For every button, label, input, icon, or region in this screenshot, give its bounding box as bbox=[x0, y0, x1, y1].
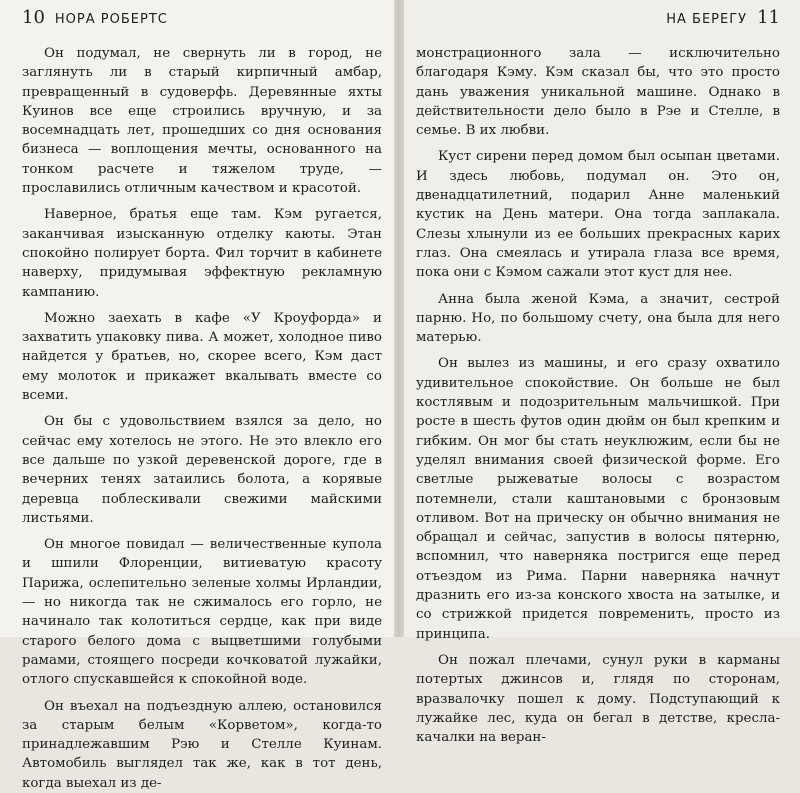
paragraph: Он многое повидал — величественные купола и шпили Флоренции, витиеватую красоту Парижа, ослепительно зеленые холмы Ирландии, — но никогда так не сжималось его горло, не начинало так колотиться сердце, как при виде старого белого дома с выцветшими голубыми рамами, стоящего посреди кочковатой лужайки, отлого спускавшейся к спокойной воде. bbox=[22, 537, 382, 688]
paragraph: Куст сирени перед домом был осыпан цветами. И здесь любовь, подумал он. Это он, двенадцатилетний, подарил Анне маленький кустик на День матери. Она тогда заплакала. Слезы хлынули из ее больших прекрасных карих глаз. Она смеялась и утирала глаза все время, пока они с Кэмом сажали этот куст для нее. bbox=[416, 149, 780, 281]
paragraph: Наверное, братья еще там. Кэм ругается, заканчивая изысканную отделку каюты. Этан спокойно полирует борта. Фил торчит в кабинете наверху, придумывая эффектную рекламную кампанию. bbox=[22, 207, 382, 300]
book-gutter bbox=[394, 0, 404, 637]
running-head-author: НОРА РОБЕРТС bbox=[54, 12, 168, 27]
paragraph-continuation: монстрационного зала — исключительно благодаря Кэму. Кэм сказал бы, что это просто дань уважения уникальной машине. Однако в действительности дело было в Рэе и Стелле, в семье. В их любви. bbox=[416, 46, 780, 139]
paragraph: Он вылез из машины, и его сразу охватило удивительное спокойствие. Он больше не был костлявым и подозрительным мальчишкой. При росте в шесть футов один дюйм он был крепким и гибким. Он мог бы стать неуклюжим, если бы не уделял внимания своей физической форме. Его светлые рыжеватые волосы с возрастом потемнели, стали каштановыми с бронзовым отливом. Вот на прическу он обычно внимания не обращал и сейчас, запустив в волосы пятерню, вспомнил, что наверняка постригся еще перед отъездом из Рима. Парни наверняка начнут дразнить его из-за конского хвоста на затылке, и со стрижкой придется повременить, просто из принципа. bbox=[416, 356, 780, 642]
left-page-text bbox=[22, 44, 382, 793]
paragraph: Анна была женой Кэма, а значит, сестрой парню. Но, по большому счету, она была для него матерью. bbox=[416, 291, 780, 346]
paragraph: Он въехал на подъездную аллею, остановился за старым белым «Корветом», когда-то принадлежавшим Рэю и Стелле Куинам. Автомобиль выглядел так же, как в тот день, когда выехал из де- bbox=[22, 698, 382, 791]
paragraph: Он пожал плечами, сунул руки в карманы потертых джинсов и, глядя по сторонам, вразвалочку пошел к дому. Подступающий к лужайке лес, куда он бегал в детстве, кресла-качалки на веран- bbox=[416, 652, 780, 746]
page-number: 10 bbox=[22, 7, 45, 28]
left-page bbox=[0, 0, 398, 791]
left-header bbox=[22, 8, 382, 30]
paragraph: Он бы с удовольствием взялся за дело, но сейчас ему хотелось не этого. Не это влекло его все дальше по узкой деревенской дороге, где в вечерних тенях затаились болота, а корявые деревца поблескивали свежими майскими листьями. bbox=[22, 414, 382, 526]
running-head-title: НА БЕРЕГУ bbox=[666, 12, 748, 27]
right-header bbox=[416, 8, 780, 30]
paragraph: Можно заехать в кафе «У Кроуфорда» и захватить упаковку пива. А может, холодное пиво найдется у братьев, но, скорее всего, Кэм даст ему молоток и прикажет вкалывать вместе со всеми. bbox=[22, 310, 382, 404]
page-number: 11 bbox=[757, 7, 780, 28]
right-page-text bbox=[416, 44, 780, 747]
paragraph: Он подумал, не свернуть ли в город, не заглянуть ли в старый кирпичный амбар, превращенный в судоверфь. Деревянные яхты Куинов все еще строились вручную, и за восемнадцать лет, прошедших со дня основания бизнеса — воплощения мечты, основанного на тонком расчете и тяжелом труде, — прославились отличным качеством и красотой. bbox=[22, 46, 382, 197]
right-page bbox=[398, 0, 800, 746]
